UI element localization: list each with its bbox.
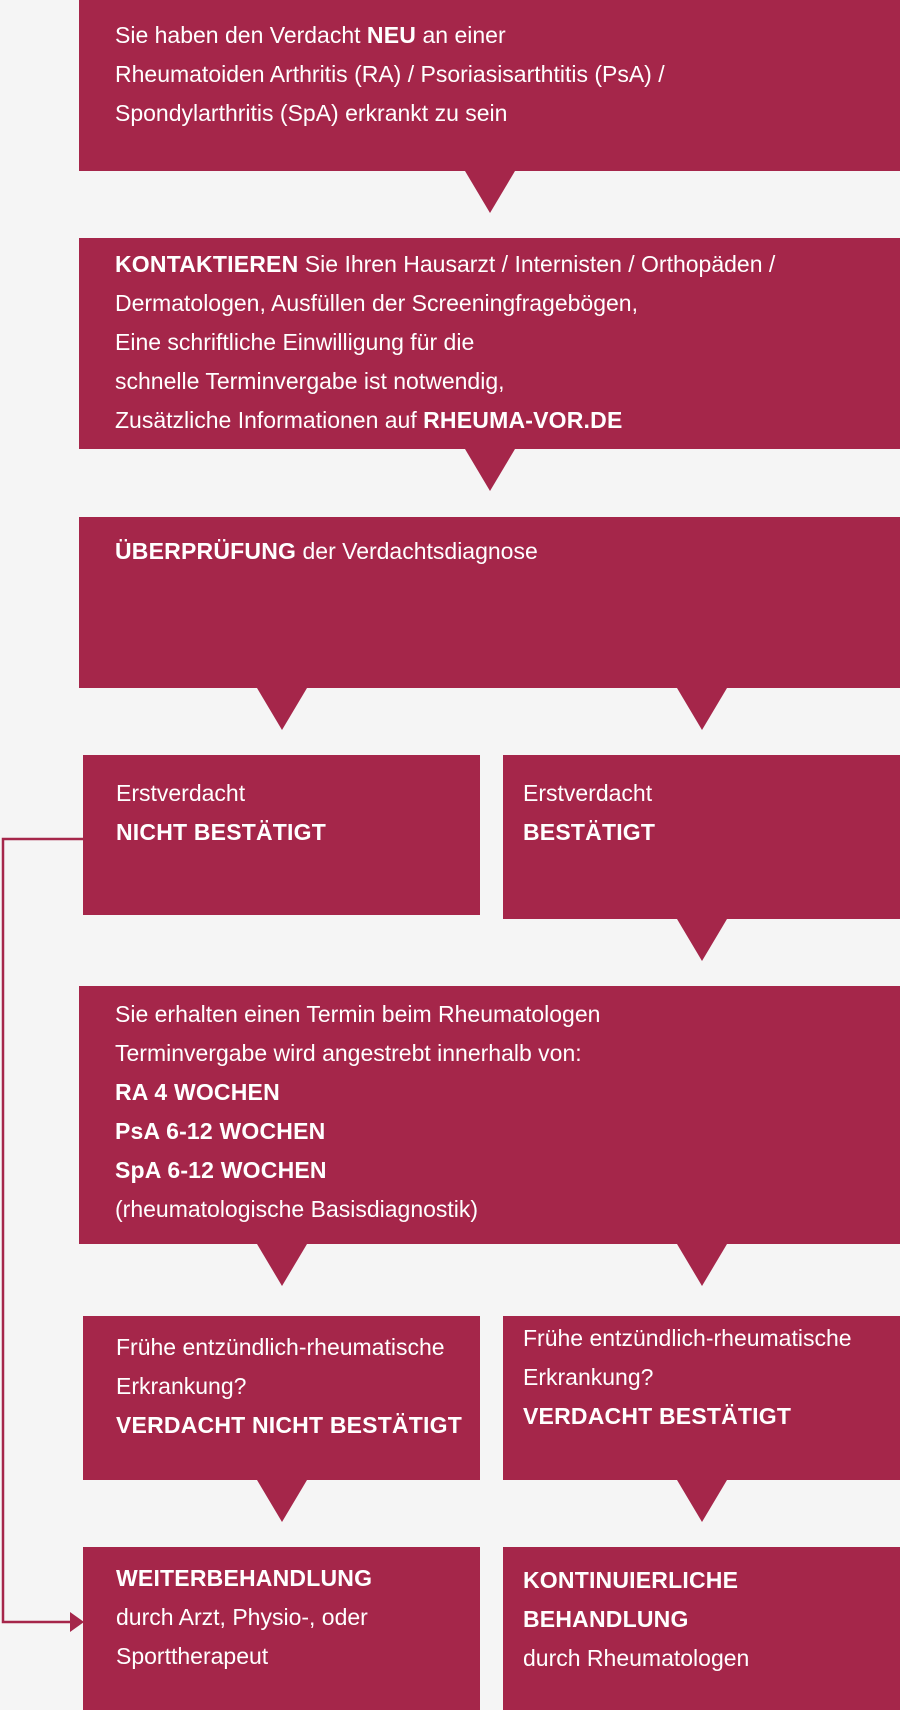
step-contact-line-3: Eine schriftliche Einwilligung für die [115,329,475,355]
initial-suspicion-label: Erstverdacht [116,780,246,806]
rheumatologist-appointment-box [79,986,900,1244]
step-contact-box [79,238,900,449]
confirmed-label: BESTÄTIGT [523,819,656,845]
suspicion-confirmed-label: VERDACHT BESTÄTIGT [523,1403,792,1429]
arrow-down-5-left [257,1244,307,1286]
continuous-treatment-line-3: durch Rheumatologen [523,1645,750,1671]
appointment-line-6: (rheumatologische Basisdiagnostik) [115,1196,479,1222]
early-disease-line-1: Frühe entzündlich-rheumatische [523,1325,852,1351]
arrow-down-3-left [257,688,307,730]
further-treatment-title: WEITERBEHANDLUNG [116,1565,373,1591]
step-contact-line-1: KONTAKTIEREN Sie Ihren Hausarzt / Internisten / Orthopäden / [115,251,776,277]
bypass-connector-arrowhead [70,1612,84,1632]
arrow-down-6-right [677,1480,727,1522]
initial-suspicion-not-confirmed-box [83,755,480,915]
further-treatment-line-2: durch Arzt, Physio-, oder [116,1604,368,1630]
continuous-treatment-title-1: KONTINUIERLICHE [523,1567,739,1593]
ra-weeks: RA 4 WOCHEN [115,1079,280,1105]
step-suspicion-box [79,0,900,171]
step-contact-line-5: Zusätzliche Informationen auf RHEUMA-VOR.DE [115,407,623,433]
appointment-line-1: Sie erhalten einen Termin beim Rheumatologen [115,1001,601,1027]
step-contact-line-2: Dermatologen, Ausfüllen der Screeningfragebögen, [115,290,638,316]
not-confirmed-label: NICHT BESTÄTIGT [116,819,326,845]
arrow-down-1 [465,171,515,213]
step-suspicion-line-1: Sie haben den Verdacht NEU an einer [115,22,506,48]
bypass-connector-line [3,839,83,1622]
initial-suspicion-label: Erstverdacht [523,780,653,806]
early-disease-line-2: Erkrankung? [116,1373,247,1399]
arrow-down-5-right [677,1244,727,1286]
further-treatment-box [83,1547,480,1710]
arrow-down-3-right [677,688,727,730]
step-review-line-1: ÜBERPRÜFUNG der Verdachtsdiagnose [115,538,538,564]
step-suspicion-line-3: Spondylarthritis (SpA) erkrankt zu sein [115,100,508,126]
early-disease-confirmed-box [503,1316,900,1480]
initial-suspicion-confirmed-box [503,755,900,919]
early-disease-line-1: Frühe entzündlich-rheumatische [116,1334,445,1360]
step-suspicion-line-2: Rheumatoiden Arthritis (RA) / Psoriasisarthtitis (PsA) / [115,61,665,87]
arrow-down-4 [677,919,727,961]
psa-weeks: PsA 6-12 WOCHEN [115,1118,326,1144]
suspicion-not-confirmed-label: VERDACHT NICHT BESTÄTIGT [116,1412,462,1438]
spa-weeks: SpA 6-12 WOCHEN [115,1157,327,1183]
early-disease-line-2: Erkrankung? [523,1364,654,1390]
continuous-treatment-box [503,1547,900,1710]
step-contact-line-4: schnelle Terminvergabe ist notwendig, [115,368,505,394]
early-disease-not-confirmed-box [83,1316,480,1480]
arrow-down-2 [465,449,515,491]
step-review-box [79,517,900,688]
appointment-line-2: Terminvergabe wird angestrebt innerhalb von: [115,1040,582,1066]
arrow-down-6-left [257,1480,307,1522]
continuous-treatment-title-2: BEHANDLUNG [523,1606,689,1632]
further-treatment-line-3: Sporttherapeut [116,1643,269,1669]
